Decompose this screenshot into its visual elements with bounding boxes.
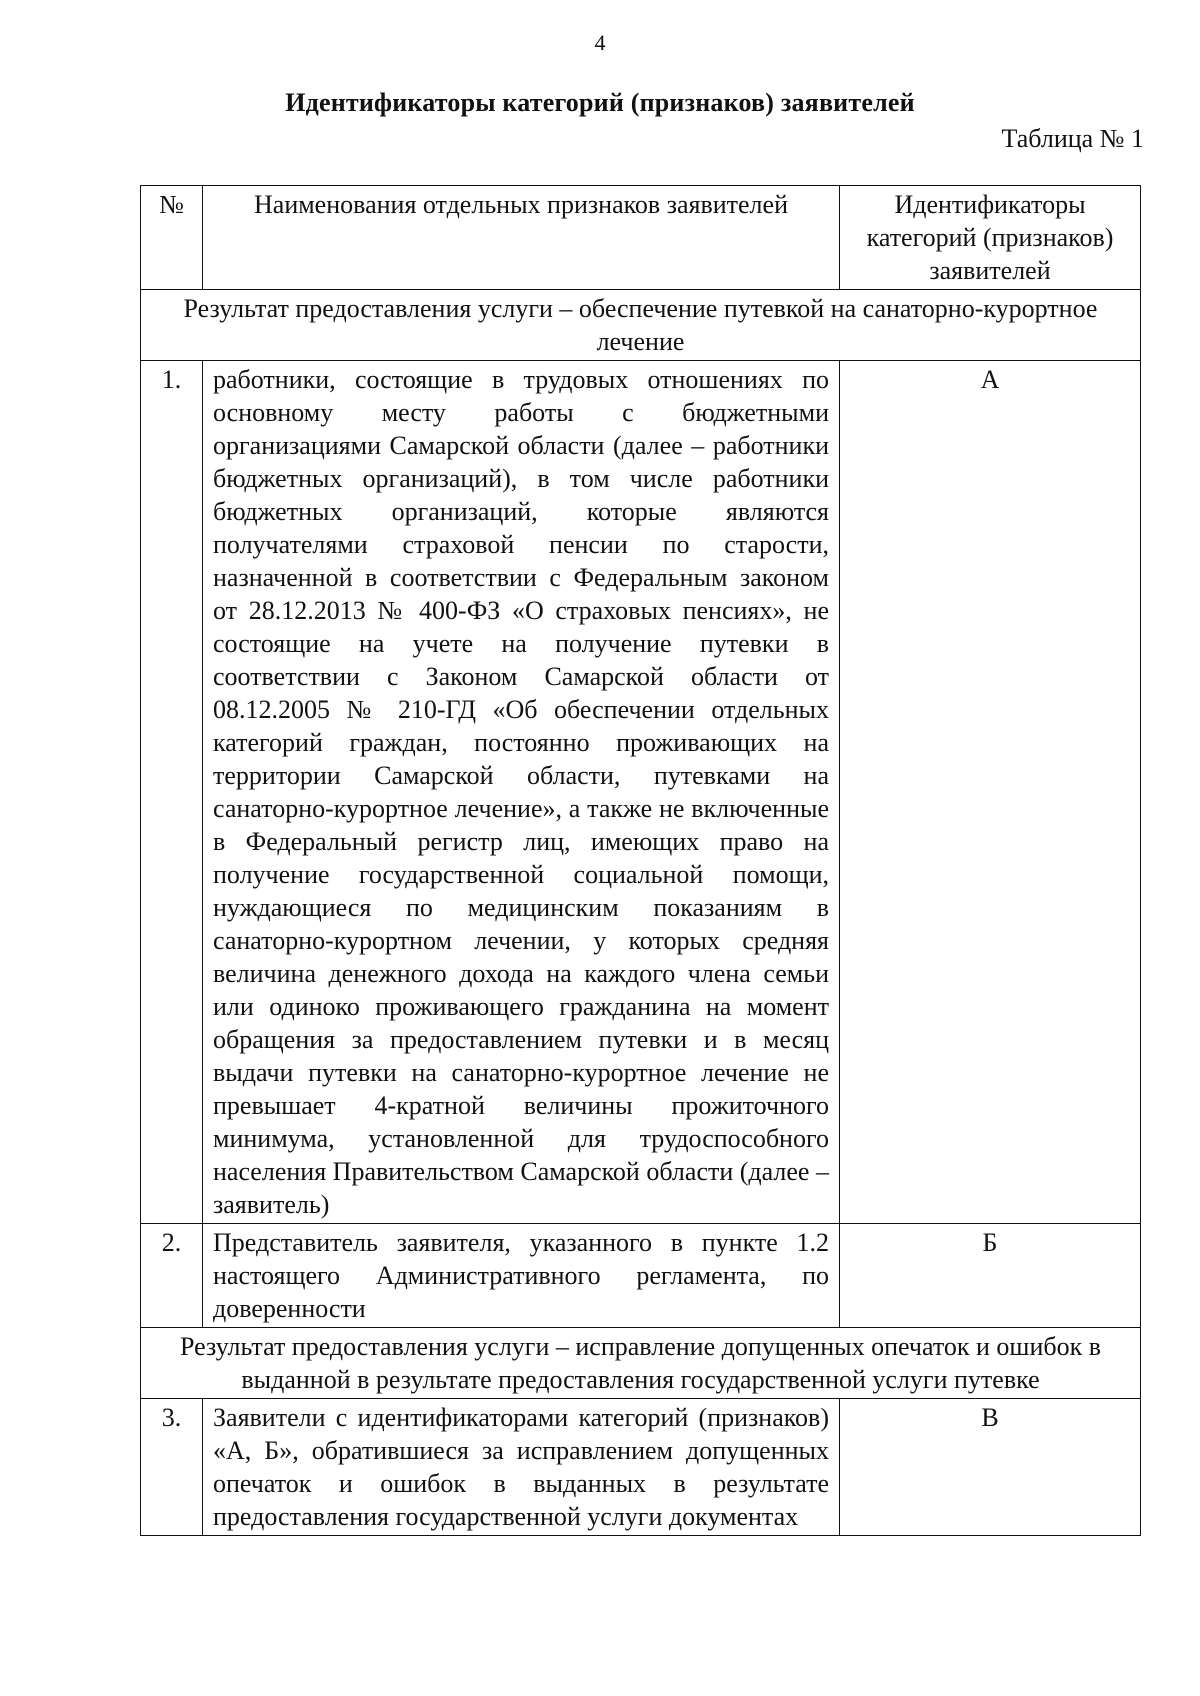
row-attribute-text-content: Представитель заявителя, указанного в пункте 1.2 настоящего Административного регламента, по доверенности <box>213 1228 829 1323</box>
table-row <box>141 361 1141 1224</box>
table-row <box>141 1399 1141 1536</box>
row-number: 3. <box>141 1399 203 1536</box>
row-number: 2. <box>141 1224 203 1328</box>
row-attribute-text-content: работники, состоящие в трудовых отношениях по основному месту работы с бюджетными организациями Самарской области (далее – работники бюджетных организаций), в том числе работники бюджетных организаций, которые являются получателями страховой пенсии по старости, назначенной в соответствии с Федеральным законом от 28.12.2013 № 400-ФЗ «О страховых пенсиях», не состоящие на учете на получение путевки в соответствии с Законом Самарской области от 08.12.2005 № 210-ГД «Об обеспечении отдельных категорий граждан, постоянно проживающих на территории Самарской области, путевками на санаторно-курортное лечение», а также не включенные в Федеральный регистр лиц, имеющих право на получение государственной социальной помощи, нуждающиеся по медицинским показаниям в санаторно-курортном лечении, у которых средняя величина денежного дохода на каждого члена семьи или одиноко проживающего гражданина на момент обращения за предоставлением путевки и в месяц выдачи путевки на санаторно-курортное лечение не превышает 4-кратной величины прожиточного минимума, установленной для трудоспособного населения Правительством Самарской области (далее – заявитель) <box>213 365 829 1219</box>
row-attribute-text-content: Заявители с идентификаторами категорий (признаков) «А, Б», обратившиеся за исправлением допущенных опечаток и ошибок в выданных в результате предоставления государственной услуги документах <box>213 1403 829 1531</box>
row-attribute-text <box>203 1224 840 1328</box>
section-row <box>141 1328 1141 1399</box>
header-attribute-name: Наименования отдельных признаков заявителей <box>203 186 840 290</box>
row-identifier: Б <box>840 1224 1141 1328</box>
row-attribute-text <box>203 361 840 1224</box>
header-number: № <box>141 186 203 290</box>
page-number: 4 <box>594 30 606 55</box>
row-identifier: В <box>840 1399 1141 1536</box>
row-identifier: А <box>840 361 1141 1224</box>
section-title: Результат предоставления услуги – исправление допущенных опечаток и ошибок в выданной в результате предоставления государственной услуги путевке <box>141 1328 1141 1399</box>
row-number: 1. <box>141 361 203 1224</box>
document-title: Идентификаторы категорий (признаков) заявителей <box>285 88 915 117</box>
table-header-row <box>141 186 1141 290</box>
applicant-categories-table <box>140 185 1141 1536</box>
table-row <box>141 1224 1141 1328</box>
table-label: Таблица № 1 <box>1001 124 1144 153</box>
section-title: Результат предоставления услуги – обеспечение путевкой на санаторно-курортное лечение <box>141 290 1141 361</box>
row-attribute-text <box>203 1399 840 1536</box>
section-row <box>141 290 1141 361</box>
header-category-identifier: Идентификаторы категорий (признаков) заявителей <box>840 186 1141 290</box>
